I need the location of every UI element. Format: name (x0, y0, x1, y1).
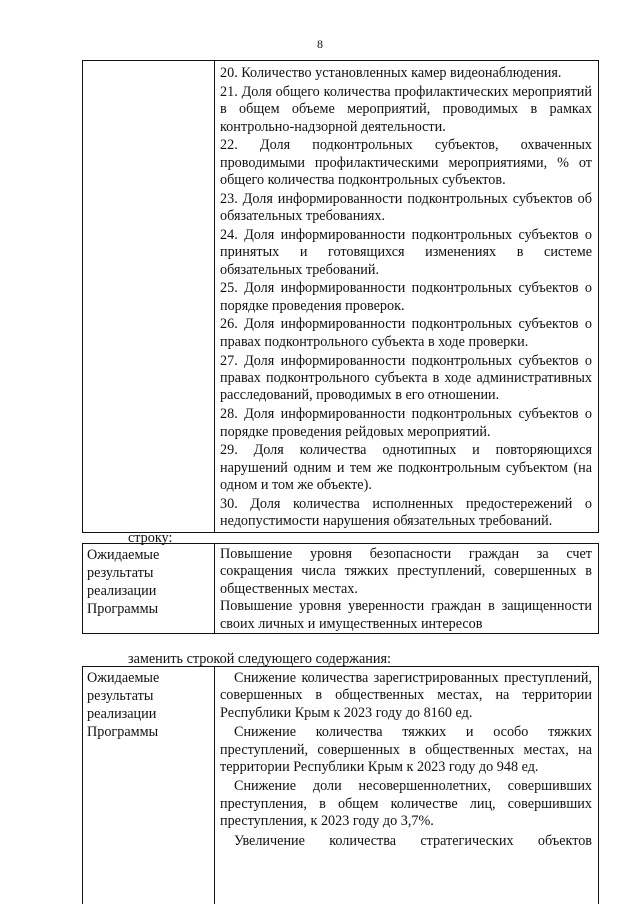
replace-instruction-text: заменить строкой следующего содержания: (128, 651, 391, 667)
indicator-25: 25. Доля информированности подконтрольных субъектов о порядке проведения проверок. (220, 280, 592, 314)
new-results-table (82, 666, 599, 904)
indicator-24: 24. Доля информированности подконтрольных субъектов о принятых и готовящихся изменениях в системе обязательных требований. (220, 226, 592, 278)
indicator-30: 30. Доля количества исполненных предостережений о недопустимости нарушения обязательных требований. (220, 495, 592, 530)
indicator-27: 27. Доля информированности подконтрольных субъектов о правах подконтрольного субъекта в ходе административных расследований, проводимых в его отношении. (220, 352, 592, 404)
old-results-label: Ожидаемые результаты реализации Программы (83, 544, 215, 634)
indicators-list-cell (215, 61, 599, 533)
indicator-20: 20. Количество установленных камер видеонаблюдения. (220, 65, 562, 81)
indicators-table (82, 60, 599, 533)
indicator-28: 28. Доля информированности подконтрольных субъектов о порядке проведения рейдовых мероприятий. (220, 406, 592, 440)
indicator-22: 22. Доля подконтрольных субъектов, охваченных проводимыми профилактическими мероприятиями, % от общего количества подконтрольных субъектов. (220, 137, 592, 189)
new-result-paragraph: Увеличение количества стратегических объектов (234, 832, 592, 849)
new-result-paragraph: Снижение количества тяжких и особо тяжких преступлений, совершенных в общественных местах, на территории Республики Крым к 2023 году до 948 ед. (220, 724, 592, 776)
indicator-26: 26. Доля информированности подконтрольных субъектов о правах подконтрольного субъекта в ходе проверки. (220, 316, 592, 350)
new-result-paragraph: Снижение доли несовершеннолетних, совершивших преступления, в общем количестве лиц, совершивших преступления, к 2023 году до 3,7%. (220, 778, 592, 830)
old-result-paragraph: Повышение уровня безопасности граждан за счет сокращения числа тяжких преступлений, совершенных в общественных местах. (220, 546, 592, 597)
indicator-23: 23. Доля информированности подконтрольных субъектов об обязательных требованиях. (220, 190, 592, 225)
new-results-content (215, 667, 599, 904)
indicators-label-cell (83, 61, 215, 533)
new-result-paragraph: Снижение количества зарегистрированных преступлений, совершенных в общественных местах, на территории Республики Крым к 2023 году до 8160 ед. (220, 670, 592, 721)
indicator-29: 29. Доля количества однотипных и повторяющихся нарушений одним и тем же подконтрольным субъектом (на одном и том же объекте). (220, 442, 592, 494)
old-results-content (215, 544, 599, 634)
separator-row-text: строку: (128, 530, 173, 546)
new-results-label: Ожидаемые результаты реализации Программы (83, 667, 215, 904)
old-result-paragraph: Повышение уровня уверенности граждан в защищенности своих личных и имущественных интересов (220, 598, 592, 632)
old-results-table (82, 543, 599, 634)
indicator-21: 21. Доля общего количества профилактических мероприятий в общем объеме мероприятий, проводимых в рамках контрольно-надзорной деятельности. (220, 83, 592, 135)
page-number: 8 (317, 37, 323, 51)
